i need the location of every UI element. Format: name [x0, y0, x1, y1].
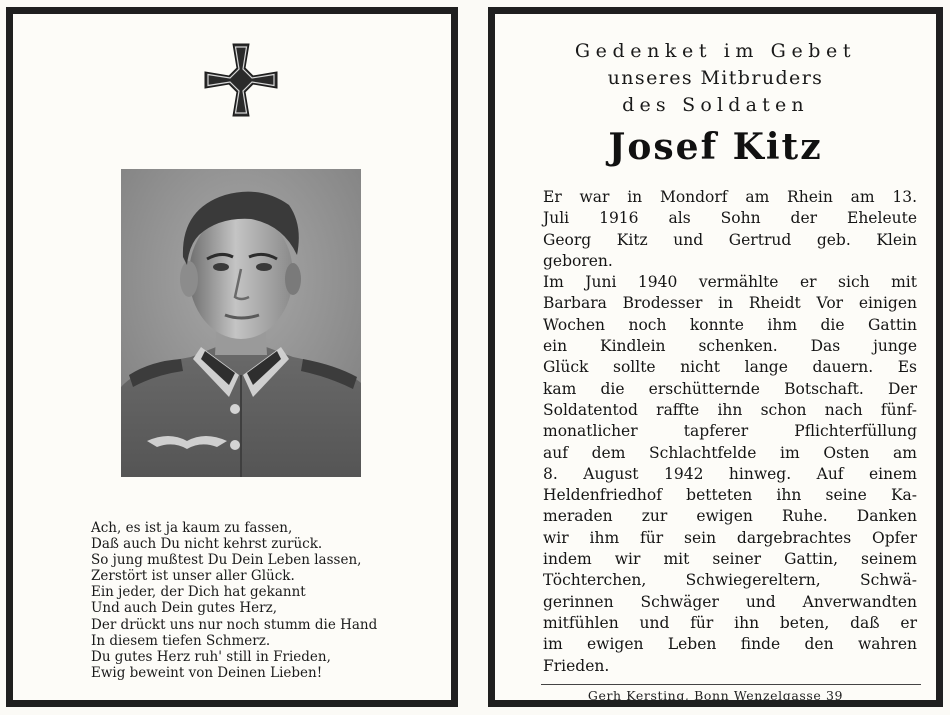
body-line: monatlicher tapferer Pflichterfüllung	[543, 422, 917, 441]
memorial-poem	[91, 520, 431, 681]
poem-line: Ewig beweint von Deinen Lieben!	[91, 664, 323, 681]
body-line: Juli 1916 als Sohn der Eheleute	[543, 209, 917, 228]
deceased-name: Josef Kitz	[608, 126, 823, 168]
body-line: wir ihm für sein dargebrachtes Opfer	[543, 528, 917, 547]
poem-line: Ach, es ist ja kaum zu fassen,	[91, 520, 293, 536]
poem-line: Ein jeder, der Dich hat gekannt	[91, 584, 306, 601]
biography-text	[543, 187, 917, 677]
body-line: mitfühlen und für ihn beten, daß er	[543, 613, 917, 632]
body-line: ein Kindlein schenken. Das junge	[543, 337, 917, 356]
heading-line: Gedenket im Gebet	[574, 40, 857, 62]
memorial-card-right	[488, 7, 943, 707]
poem-line: Du gutes Herz ruh' still in Frieden,	[91, 648, 331, 665]
body-line: Glück sollte nicht lange dauern. Es	[543, 358, 917, 377]
body-line: geboren.	[543, 251, 613, 270]
body-line: Im Juni 1940 vermählte er sich mit	[543, 273, 917, 292]
printer-credit: Gerh Kersting, Bonn Wenzelgasse 39	[587, 688, 844, 703]
body-line: Frieden.	[543, 656, 610, 675]
body-line: Er war in Mondorf am Rhein am 13.	[543, 188, 917, 206]
body-line: Wochen noch konnte ihm die Gattin	[543, 315, 917, 334]
body-line: indem wir mit seiner Gattin, seinem	[543, 550, 917, 569]
body-line: Heldenfriedhof betteten ihn seine Ka-	[543, 486, 917, 505]
body-line: Barbara Brodesser in Rheidt Vor einigen	[543, 294, 917, 313]
body-line: kam die erschütternde Botschaft. Der	[543, 379, 917, 398]
body-line: Soldatentod raffte ihn schon nach fünf-	[543, 400, 917, 419]
body-line: meraden zur ewigen Ruhe. Danken	[543, 507, 917, 526]
iron-cross-icon	[203, 42, 279, 118]
poem-line: Zerstört ist unser aller Glück.	[91, 568, 295, 585]
body-line: gerinnen Schwäger und Anverwandten	[543, 592, 917, 611]
body-line: auf dem Schlachtfelde im Osten am	[543, 443, 917, 462]
poem-line: Der drückt uns nur noch stumm die Hand	[91, 616, 378, 633]
heading-line: unseres Mitbruders	[607, 67, 824, 89]
memorial-card-left	[6, 7, 458, 707]
body-line: 8. August 1942 hinweg. Auf einem	[543, 464, 917, 483]
poem-line: In diesem tiefen Schmerz.	[91, 632, 271, 649]
soldier-portrait-photo	[121, 169, 361, 477]
poem-line: So jung mußtest Du Dein Leben lassen,	[91, 552, 362, 569]
body-line: Georg Kitz und Gertrud geb. Klein	[543, 230, 917, 249]
body-line: im ewigen Leben finde den wahren	[543, 635, 917, 654]
poem-line: Daß auch Du nicht kehrst zurück.	[91, 536, 323, 553]
footer-divider	[541, 684, 921, 685]
body-line: Töchterchen, Schwiegereltern, Schwä-	[543, 571, 917, 590]
poem-line: Und auch Dein gutes Herz,	[91, 600, 278, 617]
heading-line: des Soldaten	[622, 94, 809, 116]
